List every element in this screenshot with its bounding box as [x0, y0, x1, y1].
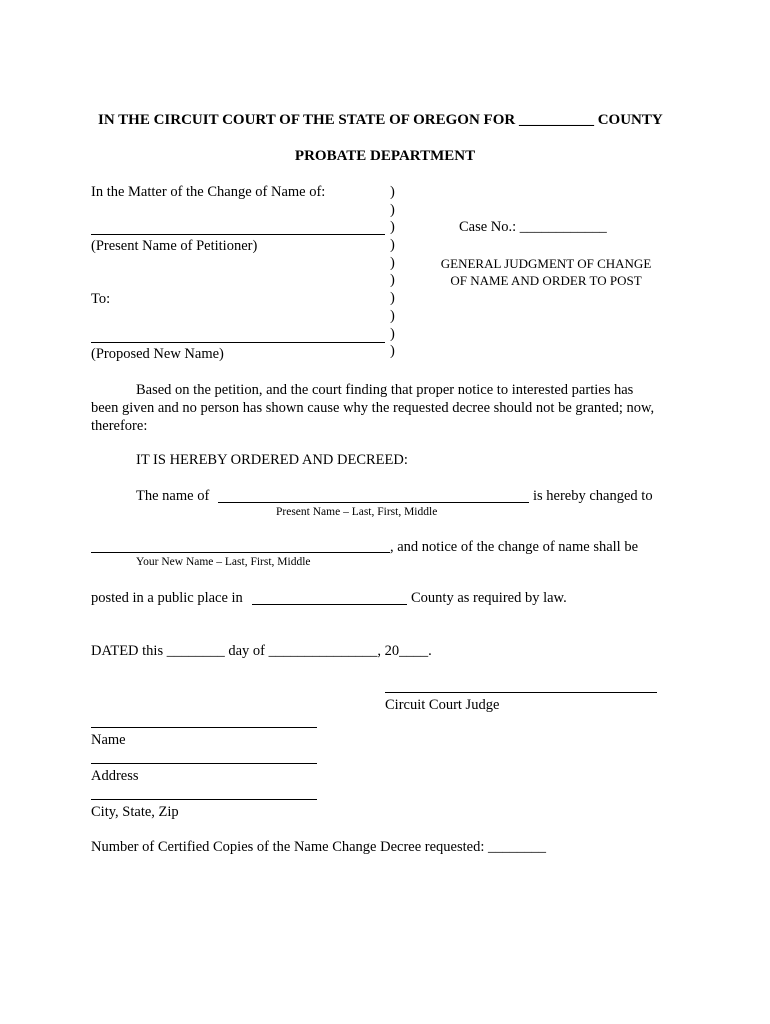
city-label: City, State, Zip — [91, 804, 179, 820]
present-name-hint: Present Name – Last, First, Middle — [276, 506, 438, 518]
paren: ) — [390, 325, 395, 342]
county-law-label: County as required by law. — [411, 590, 567, 606]
city-field[interactable] — [91, 799, 317, 800]
copies-label: Number of Certified Copies of the Name Change Decree requested: ________ — [91, 839, 546, 855]
address-label: Address — [91, 768, 139, 784]
judge-signature-line[interactable] — [385, 692, 657, 693]
judgment-title-line1: GENERAL JUDGMENT OF CHANGE — [440, 256, 652, 271]
court-heading: IN THE CIRCUIT COURT OF THE STATE OF OREGON FOR __________ COUNTY — [98, 112, 663, 128]
paren: ) — [390, 219, 395, 236]
paren: ) — [390, 290, 395, 307]
paren: ) — [390, 184, 395, 200]
present-name-line[interactable] — [91, 234, 385, 235]
posted-in-label: posted in a public place in — [91, 590, 243, 606]
paren: ) — [390, 272, 395, 289]
paren: ) — [390, 237, 395, 254]
ordered-decreed: IT IS HEREBY ORDERED AND DECREED: — [136, 452, 408, 468]
address-field[interactable] — [91, 763, 317, 764]
present-name-field[interactable] — [218, 502, 529, 503]
new-name-hint: Your New Name – Last, First, Middle — [136, 556, 311, 568]
body-paragraph-line3: therefore: — [91, 418, 148, 434]
matter-of-label: In the Matter of the Change of Name of: — [91, 184, 326, 200]
present-name-label: (Present Name of Petitioner) — [91, 238, 258, 254]
name-label: Name — [91, 732, 126, 748]
dated-line: DATED this ________ day of _______________, 20____. — [91, 643, 432, 659]
changed-to-label: is hereby changed to — [533, 488, 653, 504]
body-paragraph-line1: Based on the petition, and the court finding that proper notice to interested parties has — [136, 382, 634, 398]
judgment-title-line2: OF NAME AND ORDER TO POST — [450, 273, 642, 288]
name-of-label: The name of — [136, 488, 210, 504]
case-number: Case No.: ____________ — [459, 219, 607, 235]
judge-label: Circuit Court Judge — [385, 697, 500, 713]
new-name-field[interactable] — [91, 552, 390, 553]
proposed-name-label: (Proposed New Name) — [91, 346, 224, 362]
department-heading: PROBATE DEPARTMENT — [294, 148, 476, 164]
caption-parens — [390, 184, 402, 361]
proposed-name-line[interactable] — [91, 342, 385, 343]
paren: ) — [390, 307, 395, 324]
body-paragraph-line2: been given and no person has shown cause why the requested decree should not be granted; now, — [91, 400, 655, 416]
name-field[interactable] — [91, 727, 317, 728]
paren: ) — [390, 254, 395, 271]
to-label: To: — [91, 291, 111, 307]
paren: ) — [390, 201, 395, 218]
county-field[interactable] — [252, 604, 407, 605]
notice-text: , and notice of the change of name shall be — [390, 539, 639, 555]
paren: ) — [390, 343, 395, 360]
